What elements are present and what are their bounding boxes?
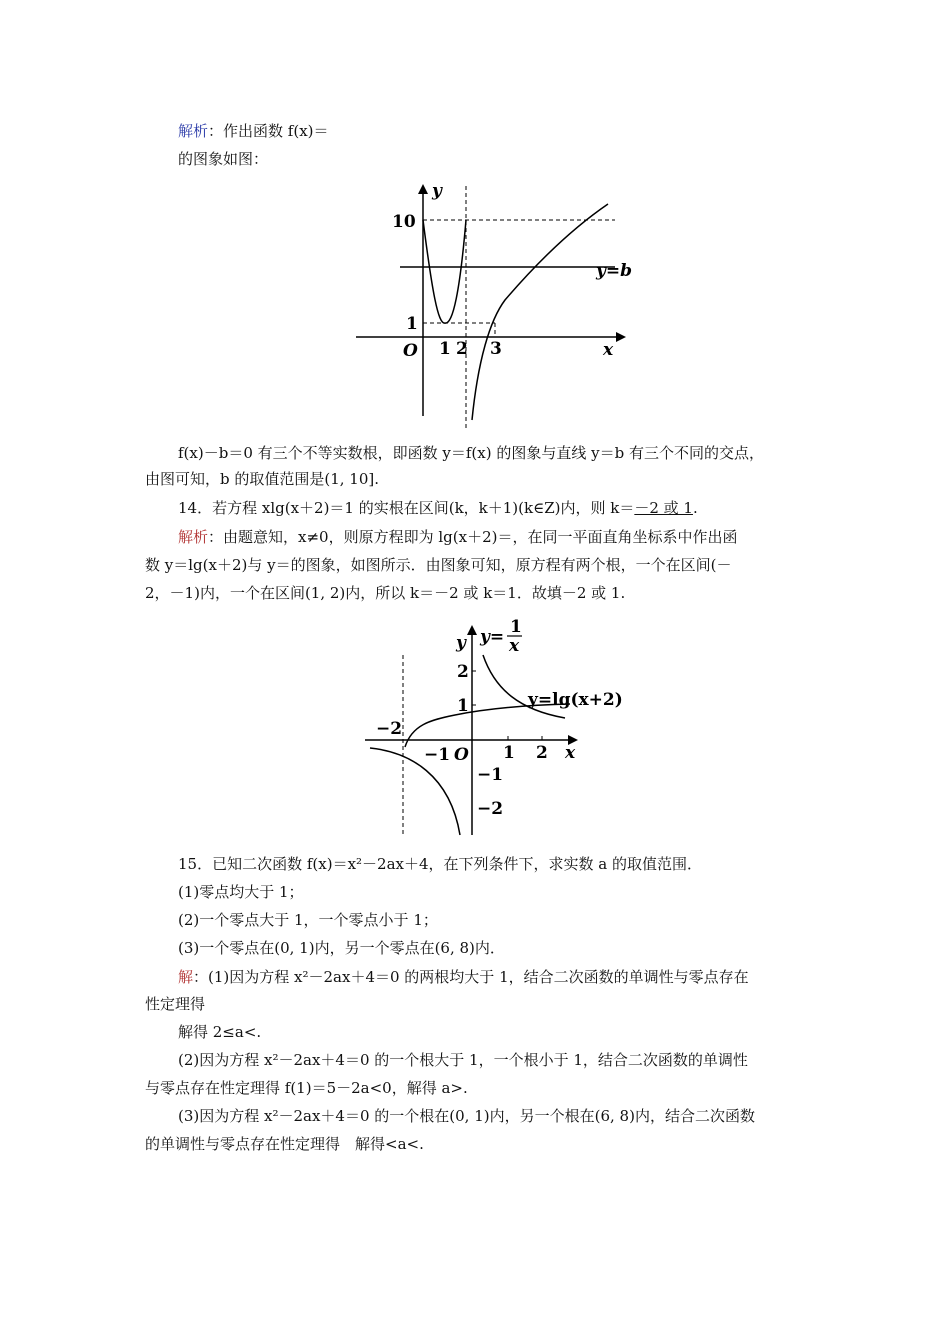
question-14-answer: －2 或 1 [634,499,693,517]
y-axis-label-2: y [456,633,466,653]
solution-line3: 解得 2≤a<. [178,1023,262,1041]
solution-line2: 性定理得 [145,995,206,1013]
ytick-2: 2 [457,662,469,682]
analysis-14-line2: 数 y＝lg(x＋2)与 y＝的图象，如图所示．由图象可知，原方程有两个根，一个在区间(－ [145,556,732,574]
question-14-text: 14．若方程 xlg(x＋2)＝1 的实根在区间(k，k＋1)(k∈Z)内，则 k＝ [178,499,635,517]
ytick-neg2: −2 [477,799,504,819]
parabola-curve [423,220,466,323]
xtick-1: 1 [439,339,451,359]
figure-1-graph [350,180,640,430]
origin-label: O [403,341,418,361]
question-15: 15．已知二次函数 f(x)＝x²－2ax＋4，在下列条件下，求实数 a 的取值范围． [178,855,703,873]
xtick-2: 2 [456,339,468,359]
solution-part2-line2: 与零点存在性定理得 f(1)＝5－2a<0，解得 a>. [145,1079,468,1097]
lg-curve-label: y=lg(x+2) [528,690,623,710]
analysis-13-line1 [178,120,858,142]
solution-text-1: ：(1)因为方程 x²－2ax＋4＝0 的两根均大于 1，结合二次函数的单调性与零点存在 [193,968,749,986]
tick-1: 1 [406,314,418,334]
analysis-14-line1 [178,526,858,548]
solution-part2-line1: (2)因为方程 x²－2ax＋4＝0 的一个根大于 1，一个根小于 1，结合二次函数的单调性 [178,1051,748,1069]
xtick-neg1: −1 [424,745,451,765]
solution-part3-line2: 的单调性与零点存在性定理得 解得<a<. [145,1135,424,1153]
analysis-label: 解析 [178,122,209,140]
recip-label-num: 1 [510,617,522,637]
ytick-1: 1 [457,696,469,716]
xtick-neg2: −2 [376,719,403,739]
ytick-neg1: −1 [477,765,504,785]
xtick-3: 3 [490,339,502,359]
question-14-end: . [692,499,698,517]
analysis-14-line3: 2，－1)内，一个在区间(1, 2)内，所以 k＝－2 或 k＝1．故填－2 或 1. [145,584,626,602]
recip-label-y: y= [480,627,505,647]
tick-10: 10 [392,212,416,232]
origin-label-2: O [454,745,469,765]
condition-1: (1)零点均大于 1； [178,883,304,901]
analysis-text: ：作出函数 f(x)＝ [208,122,329,140]
solution-label: 解 [178,968,194,986]
condition-2: (2)一个零点大于 1，一个零点小于 1； [178,911,438,929]
line-label-y-b: y=b [596,261,633,281]
analysis-13-line2: 的图象如图： [178,150,269,168]
solution-line1 [178,966,858,988]
condition-3: (3)一个零点在(0, 1)内，另一个零点在(6, 8)内． [178,939,505,957]
para-13-line1: f(x)－b＝0 有三个不等实数根，即函数 y＝f(x) 的图象与直线 y＝b 有三个不同的交点， [178,444,764,462]
question-14 [178,497,858,519]
x-axis-arrow [616,332,626,342]
analysis-14-label: 解析 [178,528,209,546]
x-axis-label: x [603,340,614,360]
xtick-2-fig2: 2 [536,743,548,763]
xtick-1-fig2: 1 [503,743,515,763]
figure-2-graph [360,615,640,840]
analysis-14-text: ：由题意知，x≠0，则原方程即为 lg(x＋2)＝，在同一平面直角坐标系中作出函 [208,528,738,546]
solution-part3-line1: (3)因为方程 x²－2ax＋4＝0 的一个根在(0, 1)内，另一个根在(6, 8)内，结合二次函数 [178,1107,755,1125]
y-axis-arrow [418,184,428,194]
y-axis-2-arrow [467,625,477,635]
recip-label-den: x [509,636,520,656]
para-13-line2: 由图可知，b 的取值范围是(1, 10]. [145,470,380,488]
log-curve [472,204,608,420]
y-axis-label: y [432,181,442,201]
x-axis-label-2: x [565,743,576,763]
